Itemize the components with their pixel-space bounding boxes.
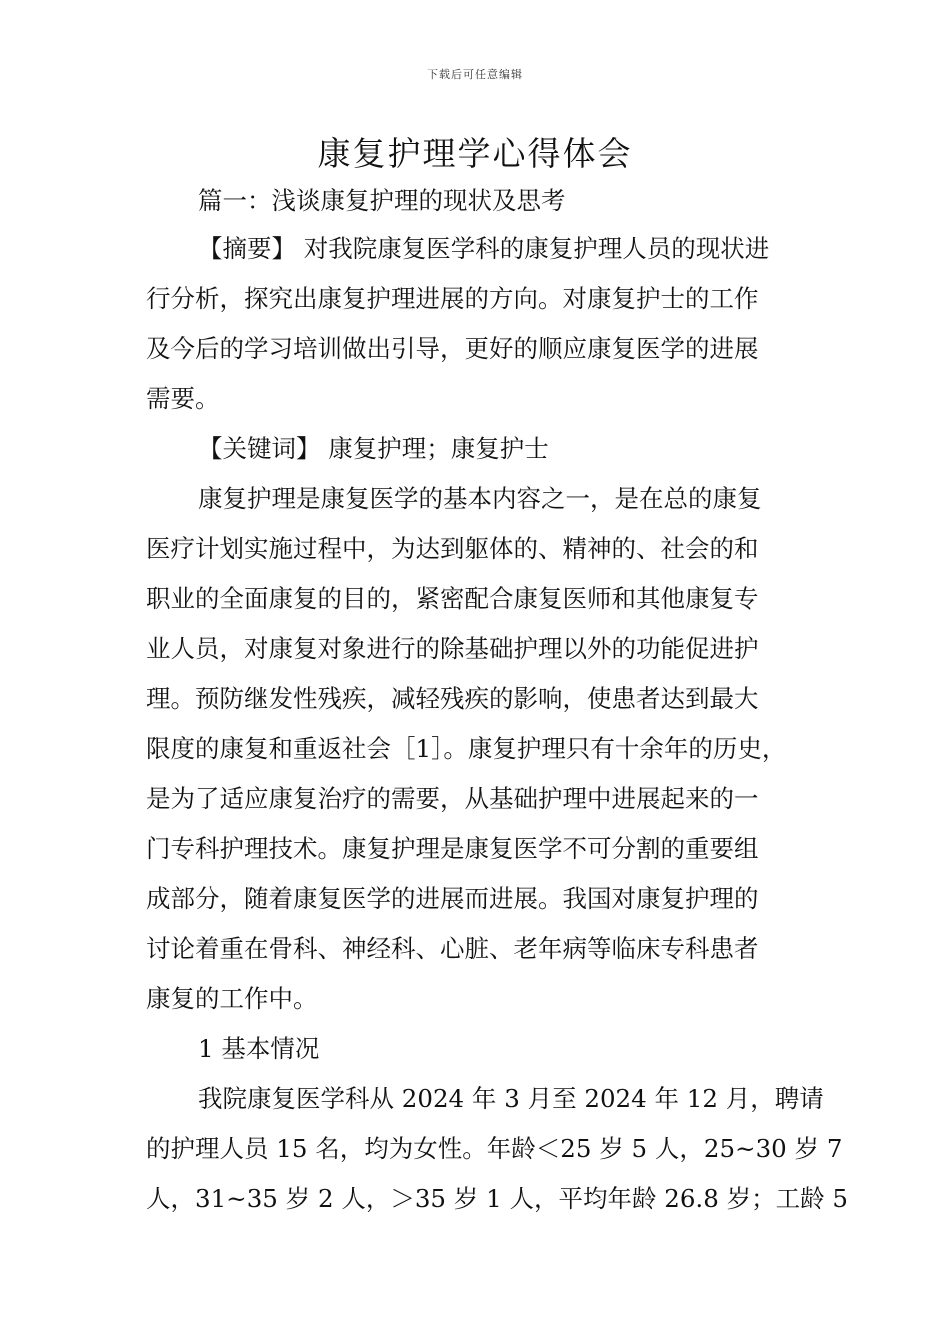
body-line: 门专科护理技术。康复护理是康复医学不可分割的重要组 (146, 834, 759, 863)
abstract-line: 行分析，探究出康复护理进展的方向。对康复护士的工作 (146, 284, 759, 313)
body-line: 业人员，对康复对象进行的除基础护理以外的功能促进护 (146, 634, 759, 663)
body-line: 人，31~35 岁 2 人，＞35 岁 1 人，平均年龄 26.8 岁；工龄 5 (146, 1184, 848, 1213)
abstract-line: 需要。 (146, 384, 220, 413)
document-title: 康复护理学心得体会 (317, 134, 633, 173)
body-line: 理。预防继发性残疾，减轻残疾的影响，使患者达到最大 (146, 684, 759, 713)
abstract-line: 及今后的学习培训做出引导，更好的顺应康复医学的进展 (146, 334, 759, 363)
body-line: 康复的工作中。 (146, 984, 318, 1013)
body-line: 讨论着重在骨科、神经科、心脏、老年病等临床专科患者 (146, 934, 759, 963)
body-line: 是为了适应康复治疗的需要，从基础护理中进展起来的一 (146, 784, 759, 813)
section-heading-part-one: 篇一：浅谈康复护理的现状及思考 (198, 186, 566, 215)
header-note: 下载后可任意编辑 (427, 68, 523, 81)
body-line: 康复护理是康复医学的基本内容之一，是在总的康复 (198, 484, 762, 513)
keywords-line: 【关键词】 康复护理；康复护士 (198, 434, 549, 463)
body-line: 医疗计划实施过程中，为达到躯体的、精神的、社会的和 (146, 534, 759, 563)
abstract-line: 【摘要】 对我院康复医学科的康复护理人员的现状进 (198, 234, 770, 263)
body-line: 限度的康复和重返社会［1］。康复护理只有十余年的历史， (146, 734, 787, 763)
body-line: 我院康复医学科从 2024 年 3 月至 2024 年 12 月，聘请 (198, 1084, 824, 1113)
body-line: 职业的全面康复的目的，紧密配合康复医师和其他康复专 (146, 584, 759, 613)
body-line: 成部分，随着康复医学的进展而进展。我国对康复护理的 (146, 884, 759, 913)
body-line: 的护理人员 15 名，均为女性。年龄＜25 岁 5 人，25~30 岁 7 (146, 1134, 843, 1163)
section-heading-basic-info: 1 基本情况 (198, 1034, 320, 1063)
